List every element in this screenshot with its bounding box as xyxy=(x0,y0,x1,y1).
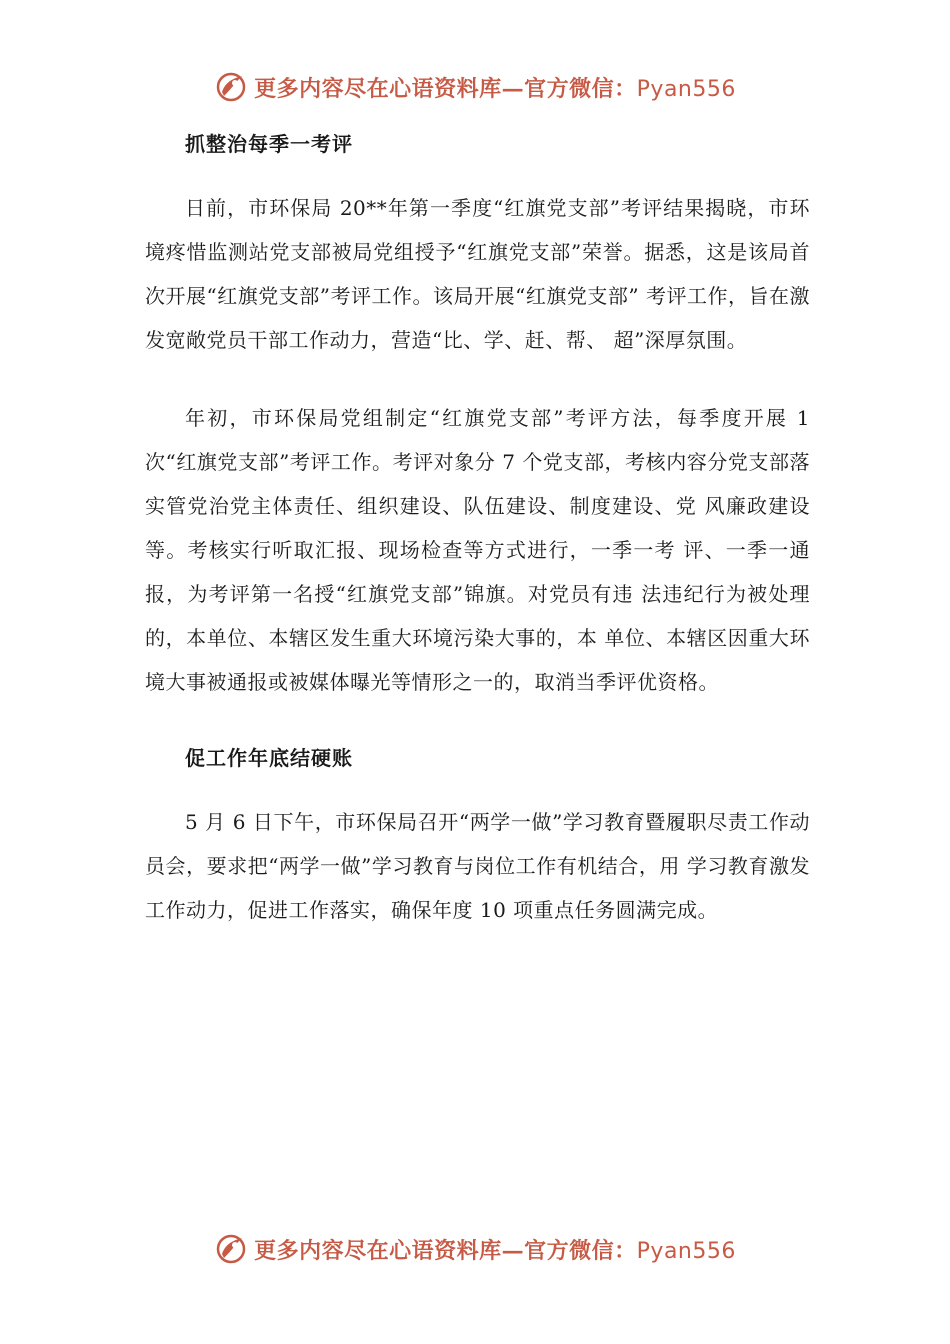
paragraph: 5 月 6 日下午，市环保局召开“两学一做”学习教育暨履职尽责工作动员会，要求把“两学一做”学习教育与岗位工作有机结合，用 学习教育激发工作动力，促进工作落实，确保年度 10 项重点任务圆满完成。 xyxy=(145,810,810,922)
paragraph: 年初，市环保局党组制定“红旗党支部”考评方法，每季度开展 1次“红旗党支部”考评工作。考评对象分 7 个党支部，考核内容分党支部落实管党治党主体责任、组织建设、队伍建设、制度建设、党 风廉政建设等。考核实行听取汇报、现场检查等方式进行，一季一考 评、一季一通报，为考评第一名授“红旗党支部”锦旗。对党员有违 法违纪行为被处理的，本单位、本辖区发生重大环境污染大事的，本 单位、本辖区因重大环境大事被通报或被媒体曝光等情形之一的，取消当季评优资格。 xyxy=(145,406,810,694)
watermark-text-id: Pyan556 xyxy=(636,1238,736,1264)
section-heading: 促工作年底结硬账 xyxy=(185,746,353,770)
header-watermark xyxy=(0,70,950,104)
footer-watermark xyxy=(0,1232,950,1266)
watermark-text-id: Pyan556 xyxy=(636,76,736,102)
watermark-text-cn: 更多内容尽在心语资料库—官方微信： xyxy=(254,1237,637,1264)
logo-icon xyxy=(214,70,248,104)
logo-icon xyxy=(214,1232,248,1266)
paragraph: 日前，市环保局 20**年第一季度“红旗党支部”考评结果揭晓，市环境疼惜监测站党支部被局党组授予“红旗党支部”荣誉。据悉，这是该局首次开展“红旗党支部”考评工作。该局开展“红旗党支部” 考评工作，旨在激发宽敞党员干部工作动力，营造“比、学、赶、帮、 超”深厚氛围。 xyxy=(145,196,810,352)
watermark-text-cn: 更多内容尽在心语资料库—官方微信： xyxy=(254,75,637,102)
section-heading: 抓整治每季一考评 xyxy=(185,132,353,156)
watermark-text xyxy=(254,1234,736,1265)
document-body xyxy=(145,124,810,932)
watermark-text xyxy=(254,72,736,103)
